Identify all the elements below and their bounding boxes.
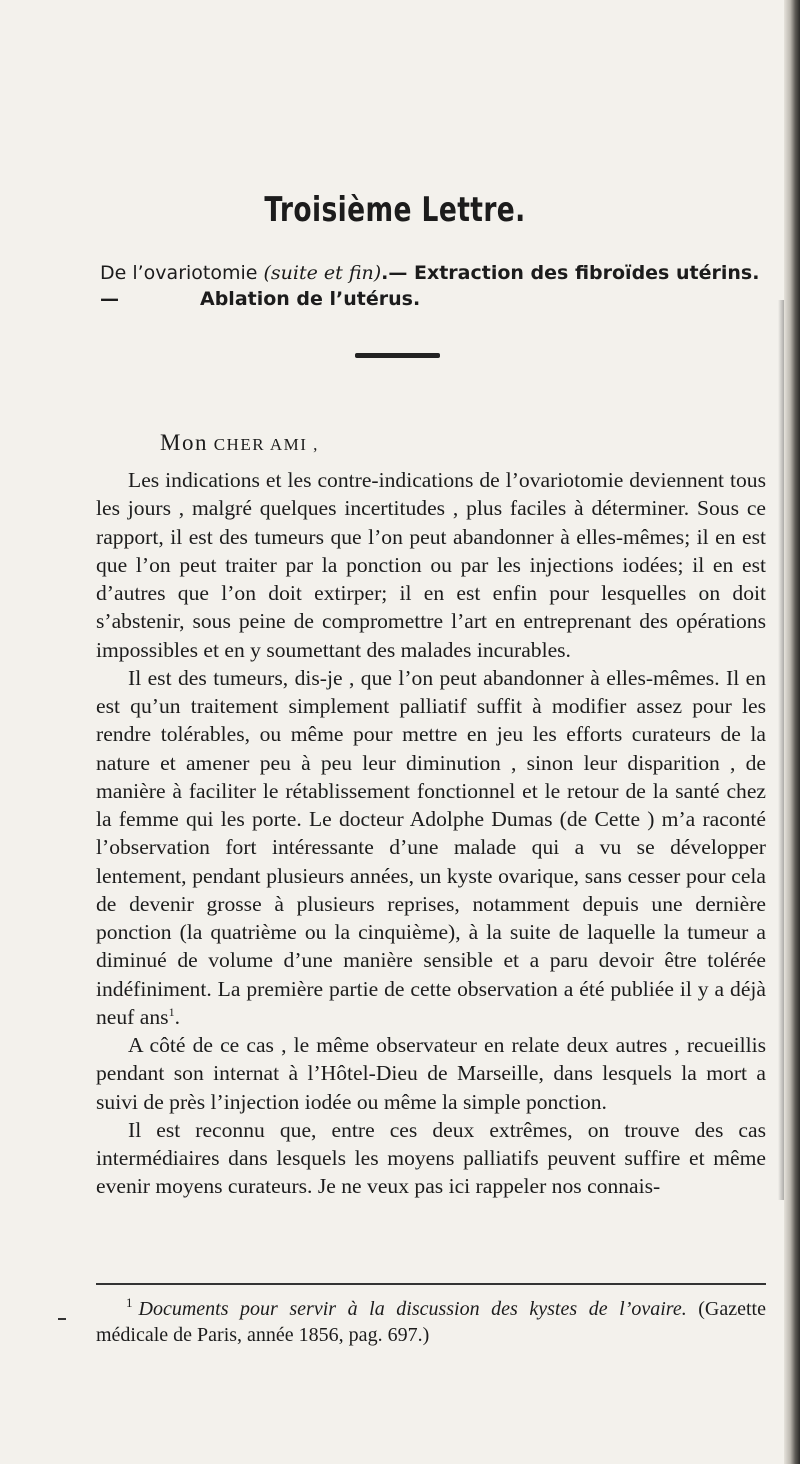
footnote-reference: 1 xyxy=(168,1004,175,1019)
footnote-divider xyxy=(96,1283,766,1285)
paragraph-1: Les indications et les contre-indications de l’ovariotomie deviennent tous les jours , malgré quelques incertitudes , plus faciles à déterminer. Sous ce rapport, il est des tumeurs que l’on peut abandonner à elles-mêmes; il en est que l’on peut traiter par la ponction ou par les injections iodées; il en est d’autres que l’on doit extirper; il en est enfin pour lesquelles on doit s’abstenir, sous peine de compromettre l’art en entreprenant des opérations impossibles et en y soumettant des malades incurables. xyxy=(96,468,766,662)
footnote-source: (Gazette médicale de Paris, année 1856, pag. 697.) xyxy=(96,1298,766,1346)
salutation xyxy=(160,430,319,456)
salutation-first: Mon xyxy=(160,430,208,455)
letter-body xyxy=(96,466,766,1201)
page-edge-shadow xyxy=(784,0,800,1464)
ornamental-separator xyxy=(355,353,440,358)
paragraph-4: Il est reconnu que, entre ces deux extrêmes, on trouve des cas intermédiaires dans lesquels les moyens palliatifs peuvent suffire et même evenir moyens curateurs. Je ne veux pas ici rappeler nos connais- xyxy=(96,1117,766,1199)
subtitle-lead: De l’ovariotomie xyxy=(100,262,264,284)
paragraph-2 xyxy=(96,664,766,1031)
letter-subtitle-line2: Ablation de l’utérus. xyxy=(200,288,421,310)
paragraph-2-text: Il est des tumeurs, dis-je , que l’on peut abandonner à elles-mêmes. Il en est qu’un traitement simplement palliatif suffit à modifier assez pour les rendre tolérables, ou même pour mettre en jeu les efforts curateurs de la nature et amener peu à peu leur diminution , sinon leur disparition , de manière à faciliter le rétablissement fonctionnel et le retour de la santé chez la femme qui les porte. Le docteur Adolphe Dumas (de Cette ) m’a raconté l’observation fort intéressante d’une malade qui a vu se développer lentement, pendant plusieurs années, un kyste ovarique, sans cesser pour cela de devenir grosse à plusieurs reprises, notamment depuis une dernière ponction (la quatrième ou la cinquième), à la suite de laquelle la tumeur a diminué de volume d’une manière sensible et a paru devoir être tolérée indéfiniment. La première partie de cette observation a été publiée il y a déjà neuf ans xyxy=(96,665,766,1029)
footnote xyxy=(96,1296,766,1348)
salutation-rest: CHER AMI , xyxy=(207,435,319,454)
letter-title: Troisième Lettre. xyxy=(264,190,526,230)
footnote-title: Documents pour servir à la discussion des kystes de l’ovaire. xyxy=(138,1298,687,1320)
paragraph-3: A côté de ce cas , le même observateur en relate deux autres , recueillis pendant son internat à l’Hôtel-Dieu de Marseille, dans lesquels la mort a suivi de près l’injection iodée ou même la simple ponction. xyxy=(96,1033,766,1114)
paragraph-2-end: . xyxy=(174,1004,180,1029)
page-edge-gradient xyxy=(778,300,784,1200)
footnote-number: 1 xyxy=(126,1295,133,1311)
subtitle-italic: (suite et fin) xyxy=(263,262,382,284)
subtitle-rest: .— Extraction des fibroïdes utérins. — xyxy=(100,262,760,310)
margin-mark xyxy=(58,1318,66,1320)
